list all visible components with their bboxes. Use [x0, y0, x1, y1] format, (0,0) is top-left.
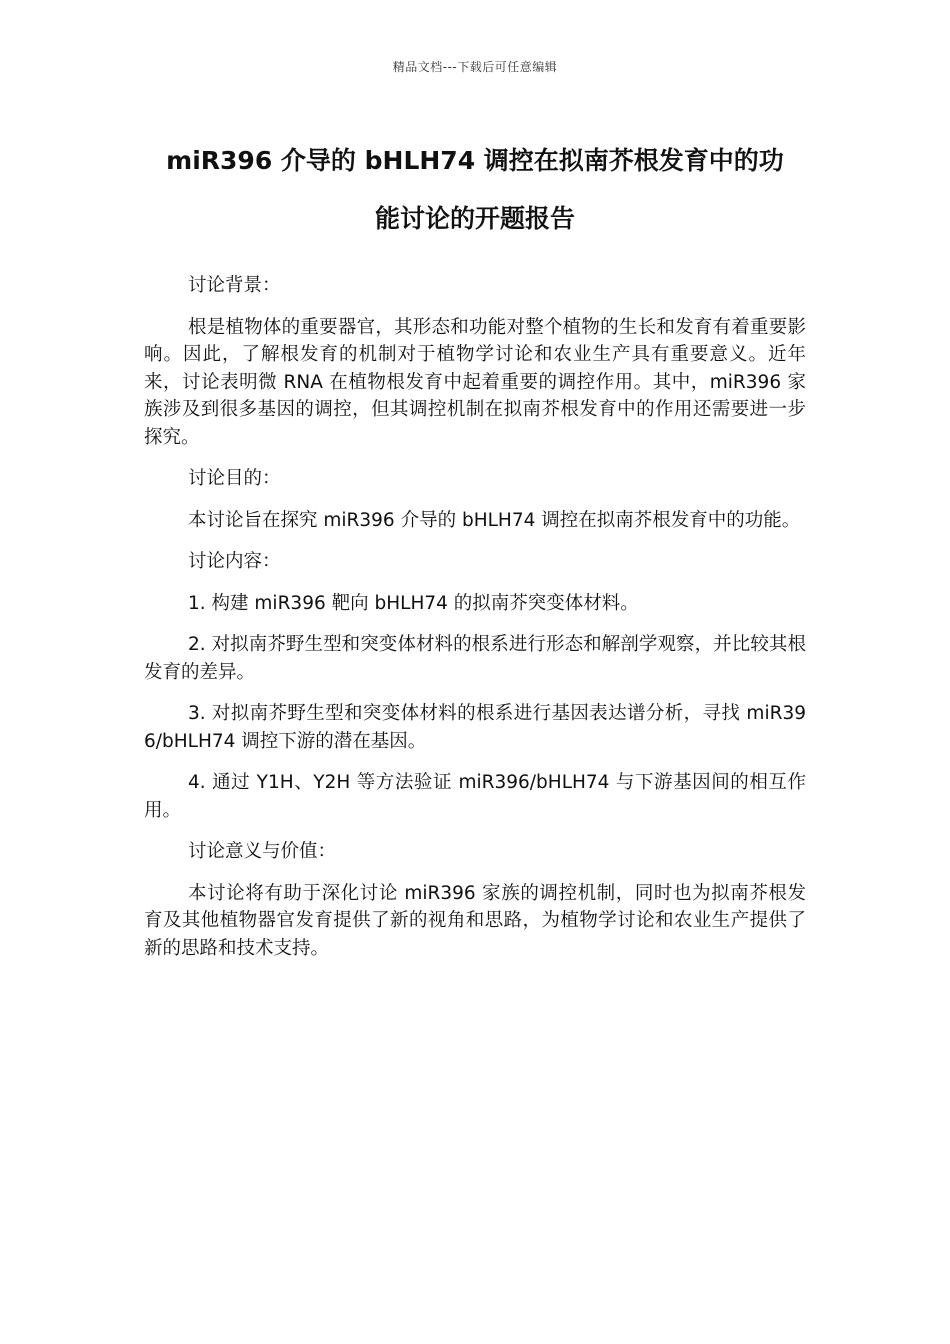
significance-paragraph: 本讨论将有助于深化讨论 miR396 家族的调控机制，同时也为拟南芥根发育及其他植物器官发育提供了新的视角和思路，为植物学讨论和农业生产提供了新的思路和技术支持。 [144, 882, 806, 959]
header-note: 精品文档---下载后可任意编辑 [392, 60, 558, 74]
content-item-1: 1. 构建 miR396 靶向 bHLH74 的拟南芥突变体材料。 [188, 592, 639, 614]
document-title [140, 132, 810, 248]
content-item-4: 4. 通过 Y1H、Y2H 等方法验证 miR396/bHLH74 与下游基因间的相互作用。 [144, 772, 806, 821]
purpose-paragraph: 本讨论旨在探究 miR396 介导的 bHLH74 调控在拟南芥根发育中的功能。 [188, 509, 801, 531]
purpose-heading: 讨论目的： [188, 468, 281, 489]
content-heading: 讨论内容： [188, 551, 281, 572]
content-item-2: 2. 对拟南芥野生型和突变体材料的根系进行形态和解剖学观察，并比较其根发育的差异。 [144, 634, 806, 683]
document-body [144, 272, 806, 976]
background-heading: 讨论背景： [188, 275, 281, 296]
title-line-1: miR396 介导的 bHLH74 调控在拟南芥根发育中的功 [166, 146, 784, 175]
significance-heading: 讨论意义与价值： [188, 841, 337, 862]
background-paragraph: 根是植物体的重要器官，其形态和功能对整个植物的生长和发育有着重要影响。因此，了解根发育的机制对于植物学讨论和农业生产具有重要意义。近年来，讨论表明微 RNA 在植物根发育中起着重要的调控作用。其中，miR396 家族涉及到很多基因的调控，但其调控机制在拟南芥根发育中的作用还需要进一步探究。 [144, 316, 806, 448]
title-line-2: 能讨论的开题报告 [374, 204, 575, 233]
content-item-3: 3. 对拟南芥野生型和突变体材料的根系进行基因表达谱分析，寻找 miR396/bHLH74 调控下游的潜在基因。 [144, 703, 806, 752]
